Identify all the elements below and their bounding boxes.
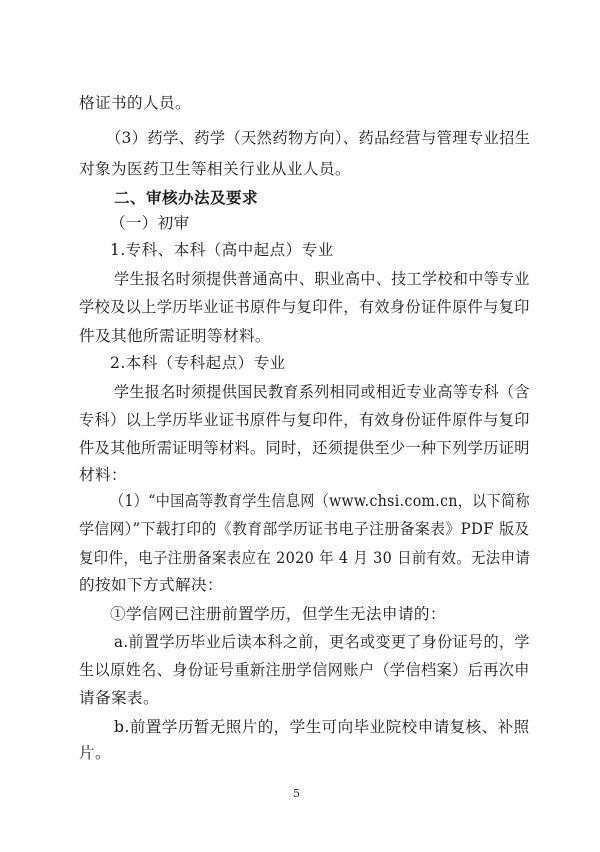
item-heading: 2.本科（专科起点）专业	[110, 354, 286, 372]
paragraph-line: 材料：	[79, 466, 127, 484]
page-number: 5	[293, 787, 300, 800]
paragraph-line: （1）“中国高等教育学生信息网（www.chsi.com.cn，以下简称	[110, 492, 530, 510]
paragraph-line: 学生报名时须提供普通高中、职业高中、技工学校和中等专业	[114, 270, 530, 288]
paragraph-line: 件及其他所需证明等材料。	[79, 327, 271, 345]
paragraph-line: 对象为医药卫生等相关行业从业人员。	[79, 160, 351, 178]
paragraph-line: 复印件，电子注册备案表应在 2020 年 4 月 30 日前有效。无法申请	[79, 549, 531, 567]
paragraph-line: 件及其他所需证明等材料。同时，还须提供至少一种下列学历证明	[79, 439, 530, 457]
section-heading: 二、审核办法及要求	[114, 188, 258, 207]
paragraph-line: 的按如下方式解决：	[79, 576, 223, 594]
subsection-heading: （一）初审	[110, 214, 190, 232]
paragraph-line: 请备案表。	[79, 689, 159, 707]
paragraph-line: （3）药学、药学（天然药物方向）、药品经营与管理专业招生	[106, 129, 531, 147]
item-heading: 1.专科、本科（高中起点）专业	[110, 241, 334, 259]
paragraph-line: b.前置学历暂无照片的，学生可向毕业院校申请复核、补照	[114, 718, 530, 736]
paragraph-line: ①学信网已注册前置学历，但学生无法申请的：	[110, 605, 446, 623]
paragraph-line: 学信网）”下载打印的《教育部学历证书电子注册备案表》PDF 版及	[79, 520, 530, 538]
paragraph-line: 学生报名时须提供国民教育系列相同或相近专业高等专科（含	[114, 383, 530, 401]
paragraph-line: 专科）以上学历毕业证书原件与复印件，有效身份证件原件与复印	[79, 411, 530, 429]
paragraph-line: 片。	[79, 744, 111, 762]
paragraph-line: 学校及以上学历毕业证书原件与复印件，有效身份证件原件与复印	[79, 298, 530, 316]
paragraph-line: 格证书的人员。	[79, 94, 191, 112]
paragraph-line: a.前置学历毕业后读本科之前，更名或变更了身份证号的，学	[114, 633, 530, 651]
paragraph-line: 生以原姓名、身份证号重新注册学信网账户（学信档案）后再次申	[79, 661, 530, 679]
